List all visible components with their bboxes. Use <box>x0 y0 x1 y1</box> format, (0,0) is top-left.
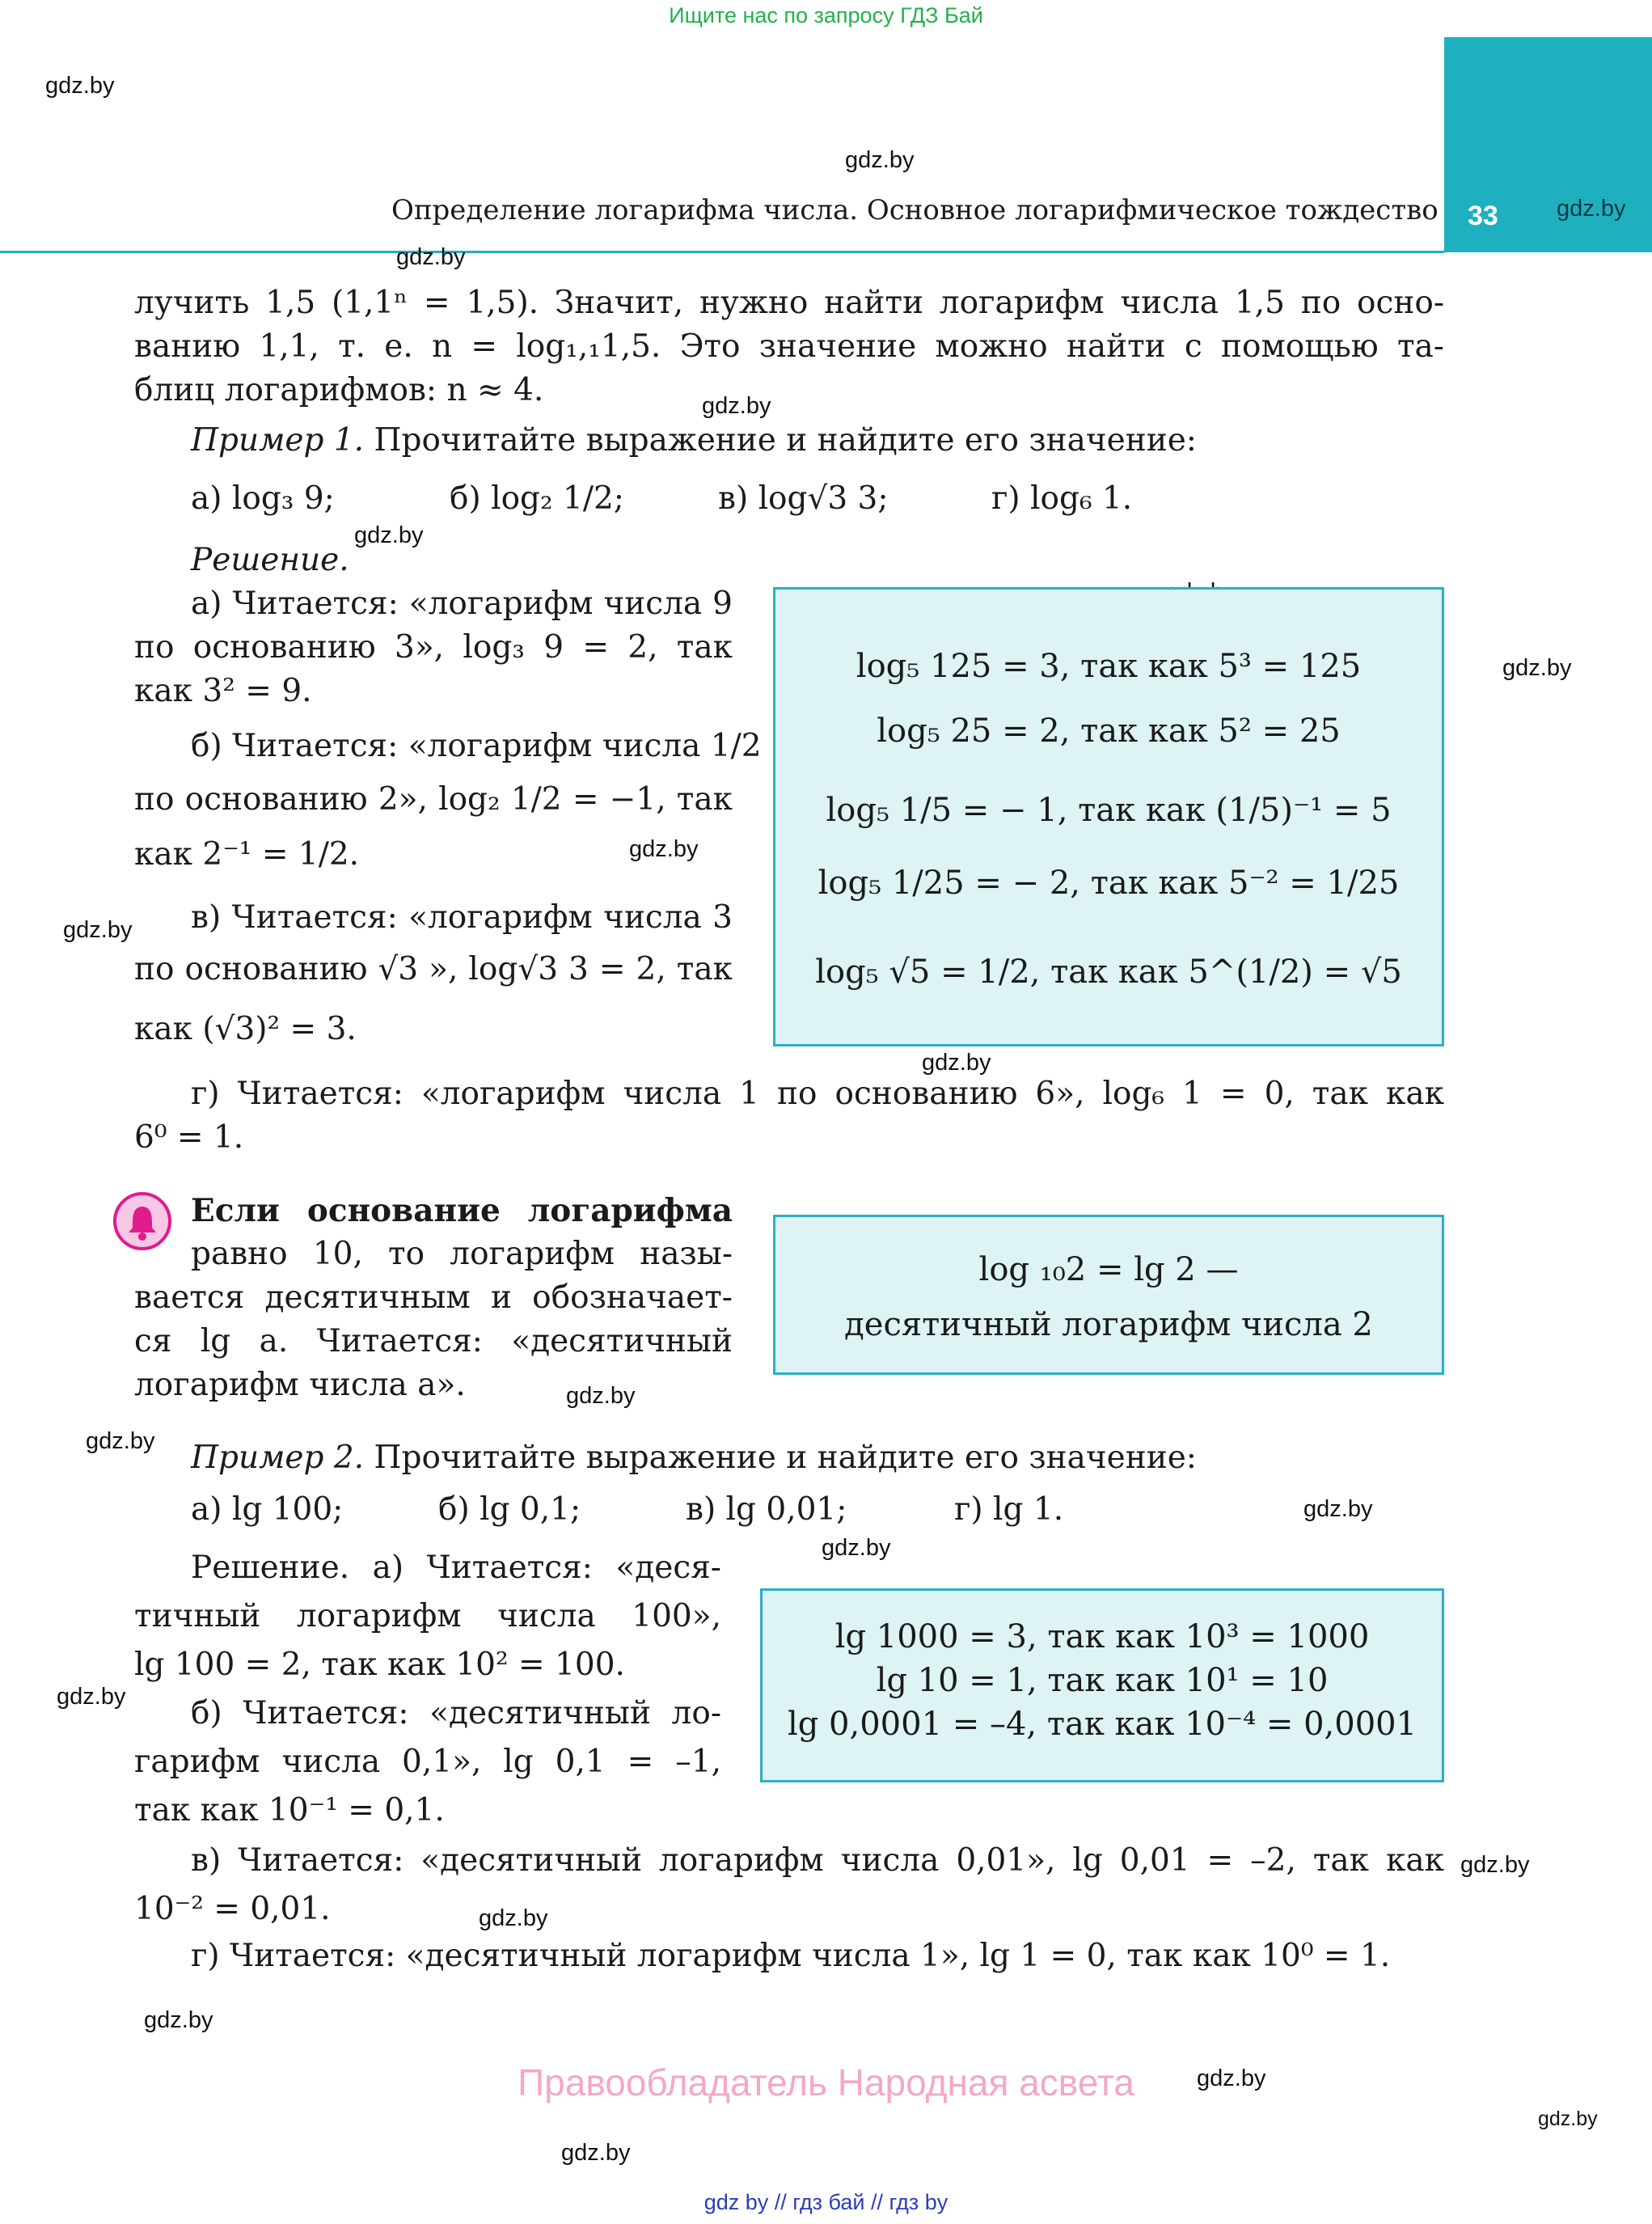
watermark: gdz.by <box>566 1383 636 1409</box>
watermark: gdz.by <box>1502 655 1572 681</box>
example-2-task: Прочитайте выражение и найдите его значение: <box>374 1440 1197 1476</box>
watermark: gdz.by <box>1197 2065 1266 2091</box>
example-2-v-line: в) Читается: «десятичный логарифм числа 0,01», lg 0,01 = –2, так как <box>191 1842 1444 1879</box>
box-formula: log₅ 1/5 = − 1, так как (1/5)⁻¹ = 5 <box>826 792 1392 829</box>
box-formula: lg 1000 = 3, так как 10³ = 1000 <box>834 1618 1370 1655</box>
rule-line: Если основание логарифма <box>191 1192 733 1229</box>
watermark: gdz.by <box>1460 1852 1530 1878</box>
watermark: gdz.by <box>63 917 133 943</box>
box-formula: log₅ √5 = 1/2, так как 5^(1/2) = √5 <box>815 953 1402 991</box>
rule-line: логарифм числа a». <box>134 1367 466 1403</box>
solution-b-line: по основанию 2», log₂ 1/2 = −1, так <box>134 781 733 818</box>
watermark: gdz.by <box>396 244 466 270</box>
solution-a-line: как 3² = 9. <box>134 673 312 709</box>
page-number: 33 <box>1468 201 1498 231</box>
box-formula: log₅ 25 = 2, так как 5² = 25 <box>877 712 1341 750</box>
box-formula: lg 10 = 1, так как 10¹ = 10 <box>876 1662 1329 1699</box>
example-2-solution-line: тичный логарифм числа 100», <box>134 1598 721 1634</box>
box-formula: десятичный логарифм числа 2 <box>844 1306 1373 1343</box>
example-2-solution-line: гарифм числа 0,1», lg 0,1 = –1, <box>134 1744 721 1780</box>
example-2-item: б) lg 0,1; <box>438 1491 581 1528</box>
intro-line: лучить 1,5 (1,1ⁿ = 1,5). Значит, нужно найти логарифм числа 1,5 по осно- <box>134 285 1444 321</box>
watermark: gdz.by <box>822 1535 891 1561</box>
top-search-banner[interactable]: Ищите нас по запросу ГДЗ Бай <box>669 3 983 27</box>
watermark: gdz.by <box>561 2140 631 2166</box>
rule-line: вается десятичным и обозначает- <box>134 1279 733 1316</box>
log-examples-box <box>773 587 1444 1046</box>
watermark: gdz.by <box>629 836 699 862</box>
rule-line: равно 10, то логарифм назы- <box>191 1236 733 1272</box>
solution-g-line: г) Читается: «логарифм числа 1 по основанию 6», log₆ 1 = 0, так как <box>191 1076 1444 1112</box>
solution-b-line: как 2⁻¹ = 1/2. <box>134 836 360 873</box>
example-1-item: а) log₃ 9; <box>191 480 335 517</box>
example-1-task: Прочитайте выражение и найдите его значение: <box>374 422 1197 459</box>
watermark: gdz.by <box>922 1050 991 1076</box>
example-2-item: г) lg 1. <box>954 1491 1064 1528</box>
box-formula: log₅ 125 = 3, так как 5³ = 125 <box>856 648 1362 685</box>
solution-b-line: б) Читается: «логарифм числа 1/2 <box>191 728 762 764</box>
header-divider <box>0 251 1444 253</box>
example-2-v-line: 10⁻² = 0,01. <box>134 1891 331 1927</box>
intro-line: блиц логарифмов: n ≈ 4. <box>134 372 544 408</box>
example-2-item: а) lg 100; <box>191 1491 344 1528</box>
watermark: gdz.by <box>354 522 424 548</box>
watermark: gdz.by <box>845 147 915 173</box>
solution-v-line: в) Читается: «логарифм числа 3 <box>191 899 733 936</box>
solution-a-line: по основанию 3», log₃ 9 = 2, так <box>134 629 733 666</box>
watermark: gdz.by <box>144 2007 213 2033</box>
box-formula: lg 0,0001 = –4, так как 10⁻⁴ = 0,0001 <box>787 1706 1418 1743</box>
bell-icon <box>113 1192 171 1250</box>
intro-line: ванию 1,1, т. е. n = log₁,₁1,5. Это значение можно найти с помощью та- <box>134 328 1444 365</box>
box-formula: log₅ 1/25 = − 2, так как 5⁻² = 1/25 <box>818 865 1400 902</box>
solution-v-line: по основанию √3 », log√3 3 = 2, так <box>134 951 733 987</box>
watermark: gdz.by <box>1557 196 1626 222</box>
decimal-log-box <box>773 1215 1444 1375</box>
watermark: gdz.by <box>702 393 771 419</box>
watermark: gdz.by <box>1538 2108 1598 2130</box>
watermark: gdz.by <box>57 1684 126 1710</box>
example-2-solution-line: б) Читается: «десятичный ло- <box>191 1695 721 1731</box>
example-1-label: Пример 1. <box>191 422 365 459</box>
example-2-item: в) lg 0,01; <box>686 1491 847 1528</box>
example-2-g-line: г) Читается: «десятичный логарифм числа 1», lg 1 = 0, так как 10⁰ = 1. <box>191 1938 1391 1974</box>
example-2-solution-line: так как 10⁻¹ = 0,1. <box>134 1792 445 1829</box>
watermark: gdz.by <box>479 1905 548 1931</box>
solution-g-line: 6⁰ = 1. <box>134 1119 244 1156</box>
example-1-heading <box>191 419 1197 463</box>
page-header-title: Определение логарифма числа. Основное логарифмическое тождество <box>391 194 1439 226</box>
copyright-owner: Правообладатель Народная асвета <box>518 2061 1134 2103</box>
solution-label: Решение. <box>191 542 349 578</box>
box-formula: log ₁₀2 = lg 2 — <box>978 1251 1239 1288</box>
solution-a-line: а) Читается: «логарифм числа 9 <box>191 586 733 622</box>
example-2-solution-line: lg 100 = 2, так как 10² = 100. <box>134 1647 625 1683</box>
rule-line: ся lg a. Читается: «десятичный <box>134 1323 733 1359</box>
example-2-heading <box>191 1436 1197 1480</box>
watermark: gdz.by <box>45 73 115 99</box>
watermark: gdz.by <box>1303 1496 1373 1522</box>
footer-links[interactable]: gdz by // гдз бай // гдз by <box>703 2190 949 2214</box>
example-2-label: Пример 2. <box>191 1440 365 1476</box>
example-1-item: в) log√3 3; <box>718 480 889 517</box>
example-2-solution-line: Решение. а) Читается: «деся- <box>191 1550 721 1586</box>
example-1-item: б) log₂ 1/2; <box>450 480 624 517</box>
watermark: gdz.by <box>86 1428 155 1454</box>
decimal-examples-box <box>760 1588 1444 1782</box>
example-1-item: г) log₆ 1. <box>991 480 1133 517</box>
solution-v-line: как (√3)² = 3. <box>134 1011 357 1047</box>
